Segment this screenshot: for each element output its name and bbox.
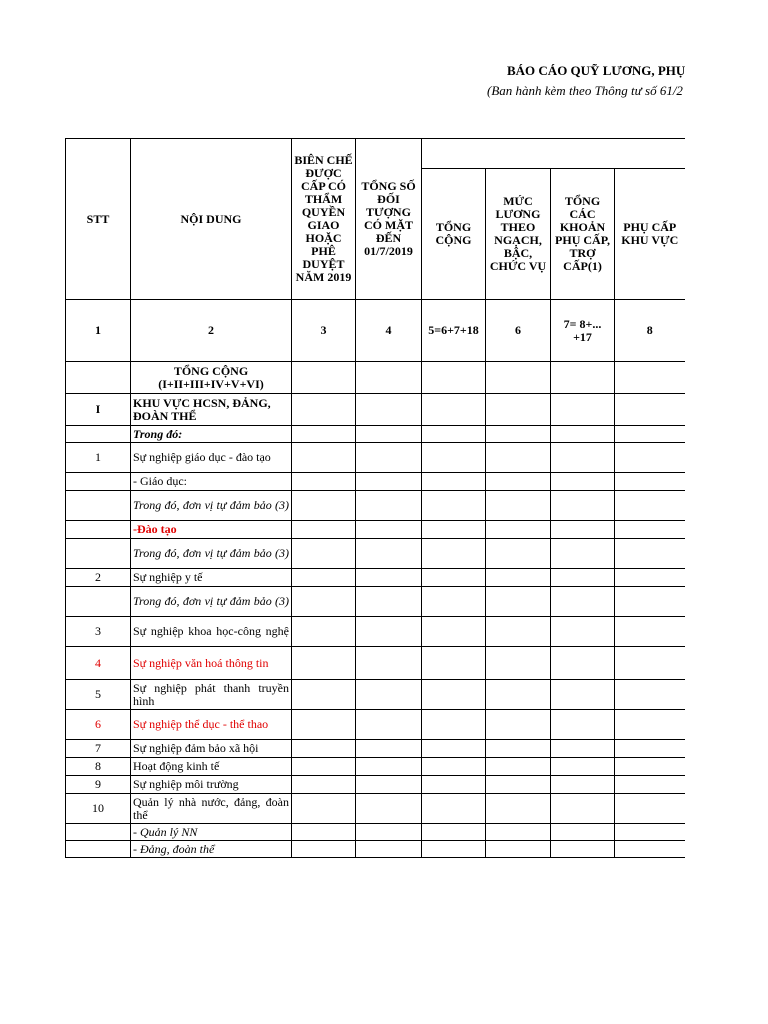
row-value-cell [356,443,422,473]
row-value-cell [292,569,356,587]
row-content: TỔNG CỘNG (I+II+III+IV+V+VI) [131,362,292,394]
col-number: 3 [292,300,356,362]
row-value-cell [551,362,615,394]
row-value-cell [292,473,356,491]
row-value-cell [292,824,356,841]
row-stt: 4 [66,647,131,680]
row-value-cell [356,394,422,426]
row-stt [66,362,131,394]
row-value-cell [486,521,551,539]
row-value-cell [551,443,615,473]
col-number: 5=6+7+18 [422,300,486,362]
row-value-cell [356,539,422,569]
row-value-cell [615,473,685,491]
row-value-cell [356,617,422,647]
row-value-cell [551,539,615,569]
row-value-cell [292,794,356,824]
row-value-cell [292,521,356,539]
row-value-cell [486,362,551,394]
row-value-cell [486,587,551,617]
row-value-cell [551,758,615,776]
table-row [66,587,685,617]
row-content: Quản lý nhà nước, đảng, đoàn thể [131,794,292,824]
row-value-cell [615,617,685,647]
row-value-cell [486,740,551,758]
row-value-cell [486,617,551,647]
row-value-cell [356,776,422,794]
col-number: 1 [66,300,131,362]
row-value-cell [292,587,356,617]
row-content: Sự nghiệp thể dục - thể thao [131,710,292,740]
col-number: 4 [356,300,422,362]
row-stt: 2 [66,569,131,587]
row-stt: 1 [66,443,131,473]
row-value-cell [422,680,486,710]
row-value-cell [486,539,551,569]
row-value-cell [615,740,685,758]
row-value-cell [356,426,422,443]
row-value-cell [551,617,615,647]
row-content: - Đảng, đoàn thể [131,841,292,858]
table-row [66,776,685,794]
row-value-cell [615,587,685,617]
row-value-cell [615,710,685,740]
row-value-cell [292,647,356,680]
row-value-cell [486,680,551,710]
row-value-cell [615,521,685,539]
col-header-bien-che: BIÊN CHẾ ĐƯỢC CẤP CÓ THẨM QUYỀN GIAO HOẶC PHÊ DUYỆT NĂM 2019 [292,139,356,300]
row-value-cell [422,841,486,858]
row-content: Trong đó, đơn vị tự đảm bảo (3) [131,587,292,617]
row-value-cell [551,794,615,824]
row-value-cell [615,647,685,680]
row-value-cell [615,491,685,521]
row-value-cell [615,841,685,858]
col-header-phu-cap-khu-vuc: PHỤ CẤP KHU VỰC [615,169,685,300]
row-value-cell [422,473,486,491]
row-stt: 7 [66,740,131,758]
col-header-tong-so: TỔNG SỐ ĐỐI TƯỢNG CÓ MẶT ĐẾN 01/7/2019 [356,139,422,300]
row-value-cell [486,569,551,587]
row-value-cell [551,394,615,426]
row-value-cell [486,710,551,740]
row-value-cell [551,473,615,491]
row-value-cell [356,473,422,491]
row-value-cell [356,521,422,539]
row-value-cell [292,362,356,394]
report-title: BÁO CÁO QUỸ LƯƠNG, PHỤ [507,63,686,78]
table-row [66,539,685,569]
table-row [66,443,685,473]
table-row [66,740,685,758]
row-value-cell [551,776,615,794]
row-stt: I [66,394,131,426]
row-value-cell [615,569,685,587]
table-row [66,569,685,587]
row-value-cell [422,362,486,394]
col-header-muc-luong: MỨC LƯƠNG THEO NGẠCH, BẬC, CHỨC VỤ [486,169,551,300]
row-content: Trong đó: [131,426,292,443]
row-value-cell [292,758,356,776]
row-value-cell [422,521,486,539]
row-value-cell [422,443,486,473]
row-value-cell [486,473,551,491]
row-value-cell [356,647,422,680]
row-content: Hoạt động kinh tế [131,758,292,776]
row-value-cell [486,647,551,680]
row-value-cell [551,841,615,858]
row-value-cell [615,362,685,394]
col-header-stt: STT [66,139,131,300]
report-subtitle: (Ban hành kèm theo Thông tư số 61/2 [487,83,683,98]
row-value-cell [486,824,551,841]
row-value-cell [422,617,486,647]
row-value-cell [356,740,422,758]
row-value-cell [551,521,615,539]
row-stt: 3 [66,617,131,647]
row-stt [66,521,131,539]
row-value-cell [486,491,551,521]
row-value-cell [486,841,551,858]
col-header-tong-cac-khoan: TỔNG CÁC KHOẢN PHỤ CẤP, TRỢ CẤP(1) [551,169,615,300]
row-stt [66,426,131,443]
row-value-cell [292,617,356,647]
row-value-cell [292,740,356,758]
table-row [66,426,685,443]
row-content: Sự nghiệp giáo dục - đào tạo [131,443,292,473]
row-value-cell [615,539,685,569]
row-value-cell [422,740,486,758]
row-content: Sự nghiệp phát thanh truyền hình [131,680,292,710]
row-stt [66,587,131,617]
row-value-cell [292,394,356,426]
row-value-cell [615,794,685,824]
table-row [66,394,685,426]
row-value-cell [551,647,615,680]
row-stt: 9 [66,776,131,794]
row-stt: 8 [66,758,131,776]
row-content: - Quản lý NN [131,824,292,841]
row-value-cell [551,491,615,521]
row-value-cell [356,710,422,740]
table-row [66,710,685,740]
row-content: Sự nghiệp y tế [131,569,292,587]
table-row [66,617,685,647]
row-value-cell [486,394,551,426]
table-row [66,473,685,491]
row-value-cell [486,758,551,776]
table-row [66,647,685,680]
row-value-cell [292,426,356,443]
row-value-cell [615,776,685,794]
row-value-cell [551,680,615,710]
row-value-cell [615,394,685,426]
row-value-cell [422,587,486,617]
row-value-cell [356,794,422,824]
row-value-cell [615,824,685,841]
row-stt: 5 [66,680,131,710]
row-value-cell [551,710,615,740]
row-stt: 10 [66,794,131,824]
row-value-cell [486,794,551,824]
row-value-cell [356,569,422,587]
row-value-cell [356,824,422,841]
table-row [66,758,685,776]
col-header-noi-dung: NỘI DUNG [131,139,292,300]
row-value-cell [292,443,356,473]
row-value-cell [356,491,422,521]
row-stt: 6 [66,710,131,740]
row-value-cell [356,680,422,710]
row-value-cell [422,426,486,443]
row-value-cell [615,443,685,473]
row-content: -Đào tạo [131,521,292,539]
row-value-cell [551,824,615,841]
row-value-cell [422,491,486,521]
row-value-cell [422,758,486,776]
row-value-cell [551,587,615,617]
column-number-row [66,300,685,362]
row-value-cell [486,443,551,473]
row-stt [66,841,131,858]
row-content: Sự nghiệp văn hoá thông tin [131,647,292,680]
row-stt [66,539,131,569]
row-value-cell [551,426,615,443]
table-row [66,794,685,824]
row-stt [66,491,131,521]
row-content: KHU VỰC HCSN, ĐẢNG, ĐOÀN THỂ [131,394,292,426]
col-number: 8 [615,300,685,362]
table-row [66,362,685,394]
row-value-cell [292,491,356,521]
row-value-cell [422,794,486,824]
row-content: - Giáo dục: [131,473,292,491]
row-value-cell [292,539,356,569]
row-value-cell [292,680,356,710]
row-content: Trong đó, đơn vị tự đảm bảo (3) [131,539,292,569]
col-number: 6 [486,300,551,362]
row-value-cell [356,587,422,617]
col-number: 2 [131,300,292,362]
row-value-cell [486,426,551,443]
row-value-cell [615,758,685,776]
row-value-cell [422,569,486,587]
row-content: Sự nghiệp đảm bảo xã hội [131,740,292,758]
row-value-cell [422,394,486,426]
row-content: Sự nghiệp môi trường [131,776,292,794]
table-row [66,824,685,841]
table-row [66,680,685,710]
row-value-cell [422,539,486,569]
col-header-group-blank [422,139,685,169]
row-value-cell [422,647,486,680]
row-value-cell [422,710,486,740]
row-value-cell [615,680,685,710]
table-row [66,841,685,858]
row-value-cell [356,362,422,394]
row-value-cell [551,569,615,587]
col-header-tong-cong: TỔNG CỘNG [422,169,486,300]
col-number: 7= 8+... +17 [551,300,615,362]
row-value-cell [292,776,356,794]
row-value-cell [615,426,685,443]
row-value-cell [486,776,551,794]
table-row [66,491,685,521]
row-value-cell [422,824,486,841]
row-value-cell [356,758,422,776]
row-value-cell [292,710,356,740]
row-value-cell [422,776,486,794]
row-value-cell [551,740,615,758]
row-stt [66,824,131,841]
row-stt [66,473,131,491]
table-row [66,521,685,539]
row-content: Sự nghiệp khoa học-công nghệ [131,617,292,647]
row-value-cell [292,841,356,858]
salary-fund-table [65,138,685,858]
row-content: Trong đó, đơn vị tự đảm bảo (3) [131,491,292,521]
row-value-cell [356,841,422,858]
